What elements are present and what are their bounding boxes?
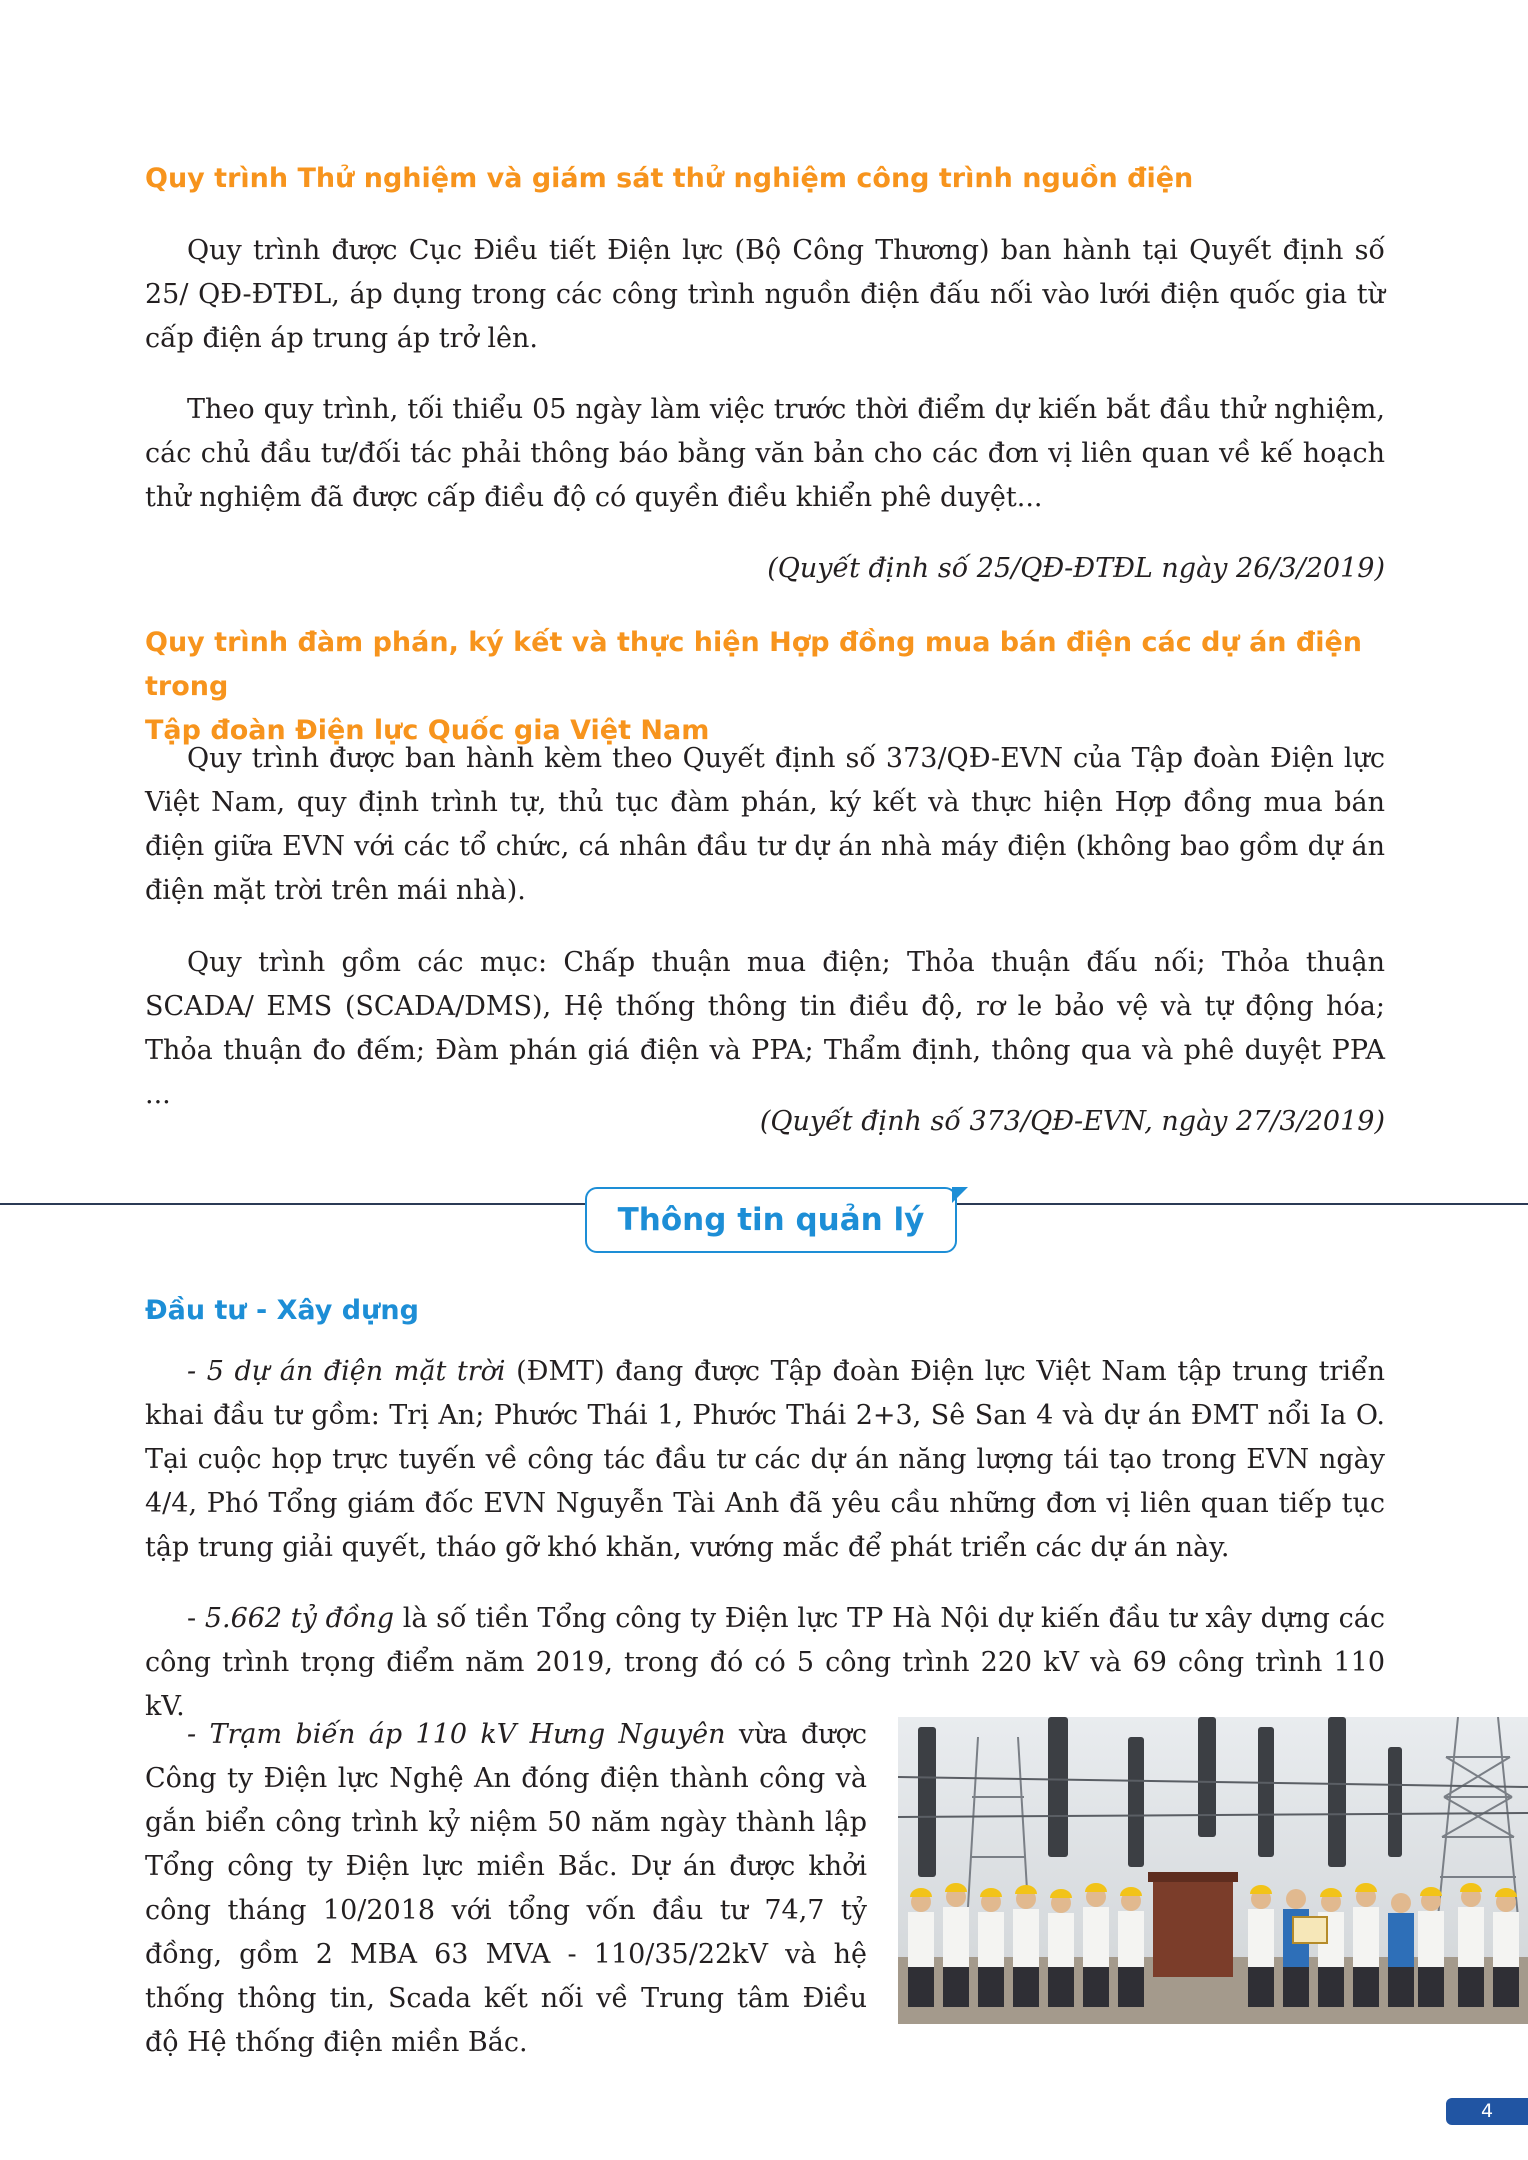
section-banner-title: Thông tin quản lý [617,1202,925,1238]
news-item-hanoi-investment [145,1597,1385,1729]
paragraph-testing-intro: Quy trình được Cục Điều tiết Điện lực (Bộ Công Thương) ban hành tại Quyết định số 25/ QĐ-ĐTĐL, áp dụng trong các công trình nguồn điện đấu nối vào lưới điện quốc gia từ cấp điện áp trung áp trở lên. [145,235,1385,354]
paragraph-ppa-intro: Quy trình được ban hành kèm theo Quyết định số 373/QĐ-EVN của Tập đoàn Điện lực Việt Nam, quy định trình tự, thủ tục đàm phán, ký kết và thực hiện Hợp đồng mua bán điện giữa EVN với các tổ chức, cá nhân đầu tư dự án nhà máy điện (không bao gồm dự án điện mặt trời trên mái nhà). [145,743,1385,906]
section-heading-testing-procedure: Quy trình Thử nghiệm và giám sát thử nghiệm công trình nguồn điện [145,163,1194,194]
heading-line-2: Tập đoàn Điện lực Quốc gia Việt Nam [145,715,710,746]
heading-line-1: Quy trình đàm phán, ký kết và thực hiện Hợp đồng mua bán điện các dự án điện trong [145,627,1363,702]
substation-ceremony-photo [898,1717,1528,2024]
section-heading-investment: Đầu tư - Xây dựng [145,1295,419,1326]
news-item-lead: - 5 dự án điện mặt trời [187,1356,506,1387]
news-item-body: (ĐMT) đang được Tập đoàn Điện lực Việt Nam tập trung triển khai đầu tư gồm: Trị An; Phước Thái 1, Phước Thái 2+3, Sê San 4 và dự án ĐMT nổi Ia O. Tại cuộc họp trực tuyến về công tác đầu tư các dự án năng lượng tái tạo trong EVN ngày 4/4, Phó Tổng giám đốc EVN Nguyễn Tài Anh đã yêu cầu những đơn vị liên quan tiếp tục tập trung giải quyết, tháo gỡ khó khăn, vướng mắc để phát triển các dự án này. [145,1356,1385,1563]
section-banner [585,1187,957,1253]
citation-decision-25: (Quyết định số 25/QĐ-ĐTĐL ngày 26/3/2019) [767,553,1385,584]
news-item-lead: 5.662 tỷ đồng [204,1603,395,1634]
news-item-dash: - [187,1603,205,1634]
citation-decision-373: (Quyết định số 373/QĐ-EVN, ngày 27/3/2019) [759,1106,1385,1137]
banner-corner-accent [952,1187,968,1203]
news-item-lead: - Trạm biến áp 110 kV Hưng Nguyên [187,1719,726,1750]
page-number: 4 [1446,2098,1528,2125]
news-item-body: là số tiền Tổng công ty Điện lực TP Hà Nội dự kiến đầu tư xây dựng các công trình trọng điểm năm 2019, trong đó có 5 công trình 220 kV và 69 công trình 110 kV. [145,1603,1385,1722]
news-item-body: vừa được Công ty Điện lực Nghệ An đóng điện thành công và gắn biển công trình kỷ niệm 50 năm ngày thành lập Tổng công ty Điện lực miền Bắc. Dự án được khởi công tháng 10/2018 với tổng vốn đầu tư 74,7 tỷ đồng, gồm 2 MBA 63 MVA - 110/35/22kV và hệ thống thông tin, Scada kết nối về Trung tâm Điều độ Hệ thống điện miền Bắc. [145,1719,867,2058]
paragraph-testing-notice: Theo quy trình, tối thiểu 05 ngày làm việc trước thời điểm dự kiến bắt đầu thử nghiệm, các chủ đầu tư/đối tác phải thông báo bằng văn bản cho các đơn vị liên quan về kế hoạch thử nghiệm đã được cấp điều độ có quyền điều khiển phê duyệt... [145,394,1385,513]
news-item-substation [145,1713,867,2065]
news-item-solar-projects [145,1350,1385,1570]
paragraph-ppa-items: Quy trình gồm các mục: Chấp thuận mua điện; Thỏa thuận đấu nối; Thỏa thuận SCADA/ EMS (SCADA/DMS), Hệ thống thông tin điều độ, rơ le bảo vệ và tự động hóa; Thỏa thuận đo đếm; Đàm phán giá điện và PPA; Thẩm định, thông qua và phê duyệt PPA ... [145,947,1385,1110]
section-heading-ppa-procedure [145,621,1385,753]
